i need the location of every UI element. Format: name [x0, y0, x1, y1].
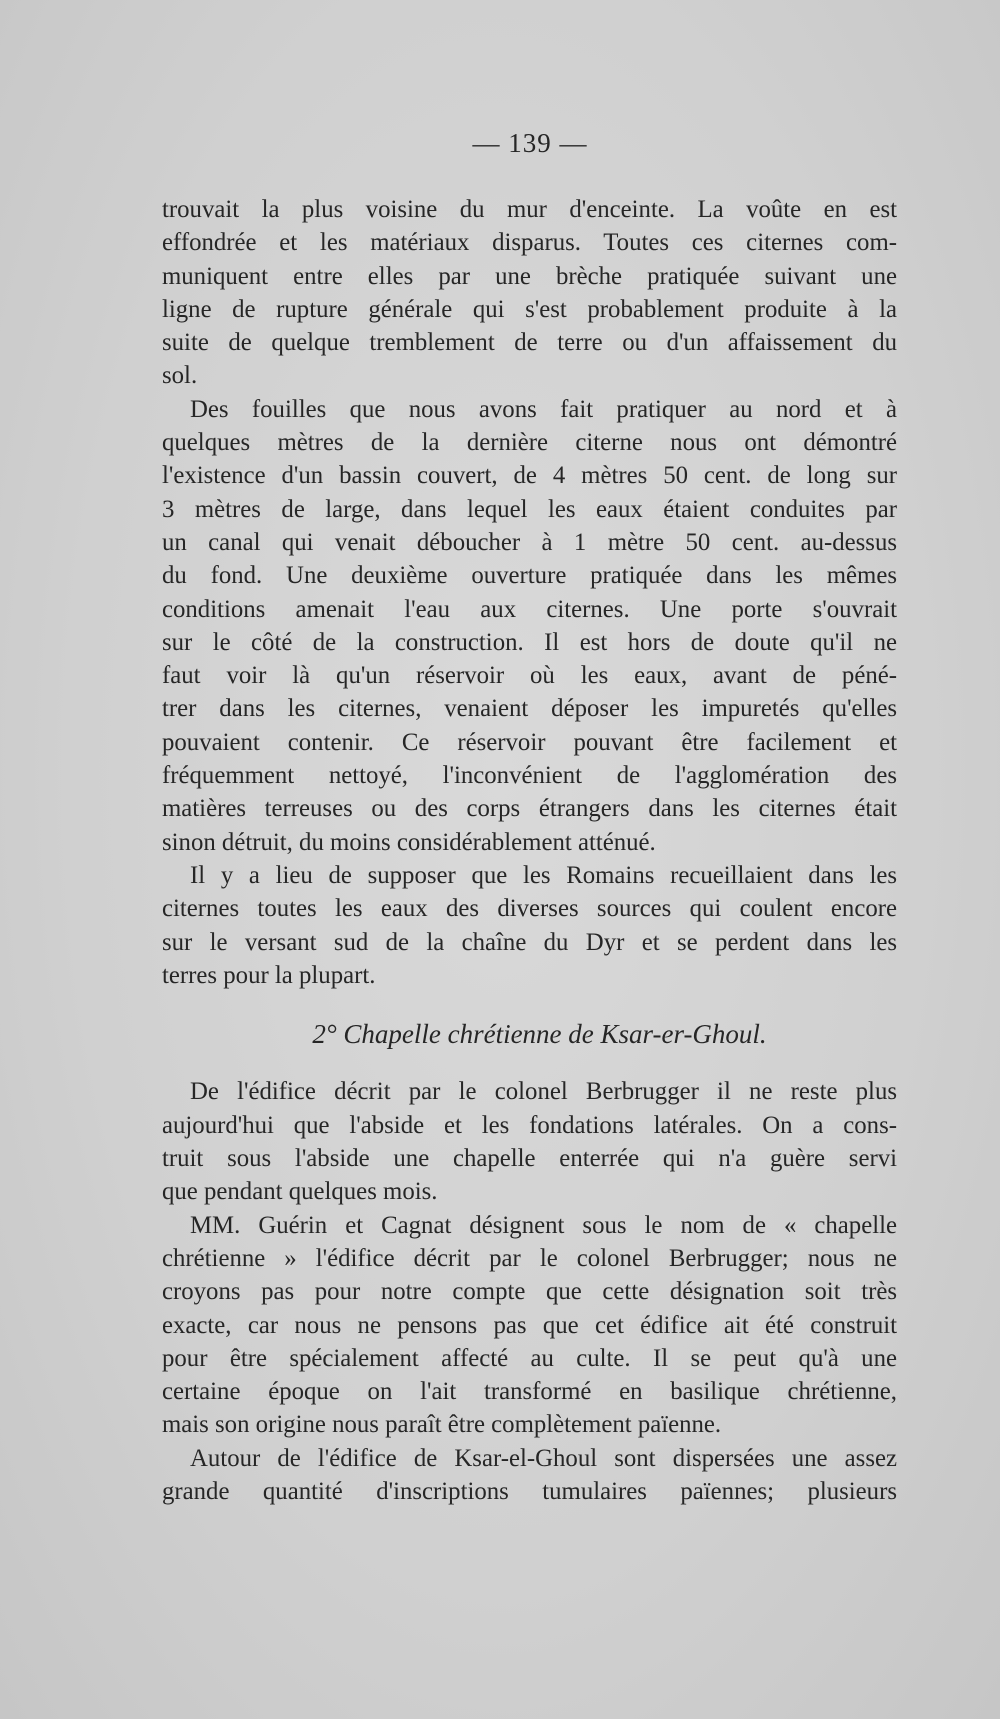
- text-line: ligne de rupture générale qui s'est probablement produite à la: [162, 295, 897, 323]
- text-line: l'existence d'un bassin couvert, de 4 mètres 50 cent. de long sur: [162, 462, 897, 490]
- text-line: quelques mètres de la dernière citerne nous ont démontré: [162, 429, 897, 457]
- text-line: que pendant quelques mois.: [162, 1178, 438, 1206]
- text-line: sol.: [162, 362, 198, 390]
- page-number: — 139 —: [472, 128, 588, 158]
- text-line: pouvaient contenir. Ce réservoir pouvant être facilement et: [162, 728, 897, 756]
- text-line: chrétienne » l'édifice décrit par le colonel Berbrugger; nous ne: [162, 1244, 897, 1272]
- text-line: pour être spécialement affecté au culte. Il se peut qu'à une: [162, 1344, 897, 1372]
- text-line: exacte, car nous ne pensons pas que cet édifice ait été construit: [162, 1311, 897, 1339]
- section-heading: 2° Chapelle chrétienne de Ksar-er-Ghoul.: [312, 1019, 767, 1050]
- text-line: certaine époque on l'ait transformé en basilique chrétienne,: [162, 1378, 897, 1406]
- text-line: suite de quelque tremblement de terre ou d'un affaissement du: [162, 329, 897, 357]
- text-line: trouvait la plus voisine du mur d'enceinte. La voûte en est: [162, 196, 897, 223]
- text-line: truit sous l'abside une chapelle enterrée qui n'a guère servi: [162, 1145, 897, 1173]
- text-line: MM. Guérin et Cagnat désignent sous le nom de « chapelle: [190, 1211, 897, 1239]
- text-line: un canal qui venait déboucher à 1 mètre 50 cent. au-dessus: [162, 528, 897, 556]
- text-line: matières terreuses ou des corps étrangers dans les citernes était: [162, 795, 897, 823]
- text-line: Il y a lieu de supposer que les Romains recueillaient dans les: [190, 861, 897, 889]
- paragraph: [162, 193, 897, 393]
- text-line: muniquent entre elles par une brèche pratiquée suivant une: [162, 262, 897, 290]
- text-line: faut voir là qu'un réservoir où les eaux, avant de péné-: [162, 662, 897, 690]
- text-line: sinon détruit, du moins considérablement atténué.: [162, 828, 656, 856]
- text-line: fréquemment nettoyé, l'inconvénient de l'agglomération des: [162, 762, 897, 790]
- paragraph: [162, 393, 897, 859]
- text-line: effondrée et les matériaux disparus. Toutes ces citernes com-: [162, 229, 897, 257]
- text-line: croyons pas pour notre compte que cette désignation soit très: [162, 1278, 897, 1306]
- paragraph: [162, 1075, 897, 1208]
- body-text: [162, 193, 897, 1508]
- text-line: du fond. Une deuxième ouverture pratiquée dans les mêmes: [162, 562, 897, 590]
- text-line: sur le côté de la construction. Il est hors de doute qu'il ne: [162, 628, 897, 656]
- text-line: terres pour la plupart.: [162, 961, 376, 989]
- text-line: grande quantité d'inscriptions tumulaires païennes; plusieurs: [162, 1477, 897, 1505]
- paragraph: [162, 1209, 897, 1442]
- text-line: 3 mètres de large, dans lequel les eaux étaient conduites par: [162, 495, 897, 523]
- text-line: aujourd'hui que l'abside et les fondations latérales. On a cons-: [162, 1111, 897, 1139]
- paragraph: [162, 1442, 897, 1509]
- paragraph: [162, 859, 897, 992]
- text-line: citernes toutes les eaux des diverses sources qui coulent encore: [162, 895, 897, 923]
- text-line: sur le versant sud de la chaîne du Dyr et se perdent dans les: [162, 928, 897, 956]
- text-line: mais son origine nous paraît être complètement païenne.: [162, 1411, 722, 1439]
- text-line: De l'édifice décrit par le colonel Berbrugger il ne reste plus: [190, 1078, 897, 1106]
- text-line: trer dans les citernes, venaient déposer les impuretés qu'elles: [162, 695, 897, 723]
- text-line: Des fouilles que nous avons fait pratiquer au nord et à: [190, 395, 897, 423]
- text-line: Autour de l'édifice de Ksar-el-Ghoul sont dispersées une assez: [190, 1444, 897, 1472]
- text-line: conditions amenait l'eau aux citernes. Une porte s'ouvrait: [162, 595, 897, 623]
